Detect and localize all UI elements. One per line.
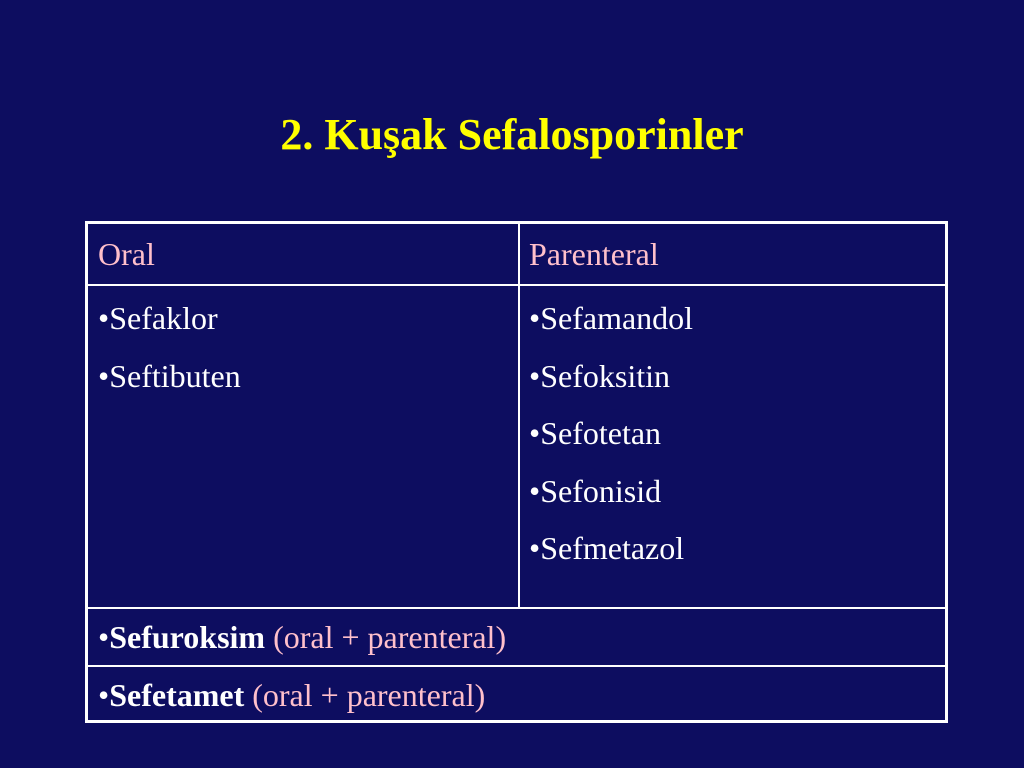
bullet: •: [98, 619, 110, 655]
list-item: •Sefamandol: [529, 300, 694, 336]
parenteral-drug-list: [519, 286, 945, 607]
route-note: (oral + parenteral): [244, 677, 486, 713]
drug-name: Sefuroksim: [109, 619, 266, 655]
list-item: •Sefaklor: [98, 300, 218, 336]
cephalosporin-table: [85, 221, 948, 723]
list-item: •Sefotetan: [529, 415, 662, 451]
drug-name: Sefetamet: [109, 677, 245, 713]
list-item: •Sefoksitin: [529, 357, 670, 394]
header-parenteral: Parenteral: [529, 236, 659, 272]
header-oral: Oral: [98, 236, 155, 272]
table-row-sefuroksim: [88, 609, 945, 666]
list-item: •Sefmetazol: [529, 530, 685, 566]
route-note: (oral + parenteral): [265, 619, 507, 655]
oral-drug-list: [88, 286, 519, 607]
bullet: •: [98, 677, 110, 713]
table-row-sefetamet: [88, 667, 945, 724]
slide-title: 2. Kuşak Sefalosporinler: [280, 110, 744, 159]
list-item: •Seftibuten: [98, 357, 241, 394]
list-item: •Sefonisid: [529, 472, 662, 509]
